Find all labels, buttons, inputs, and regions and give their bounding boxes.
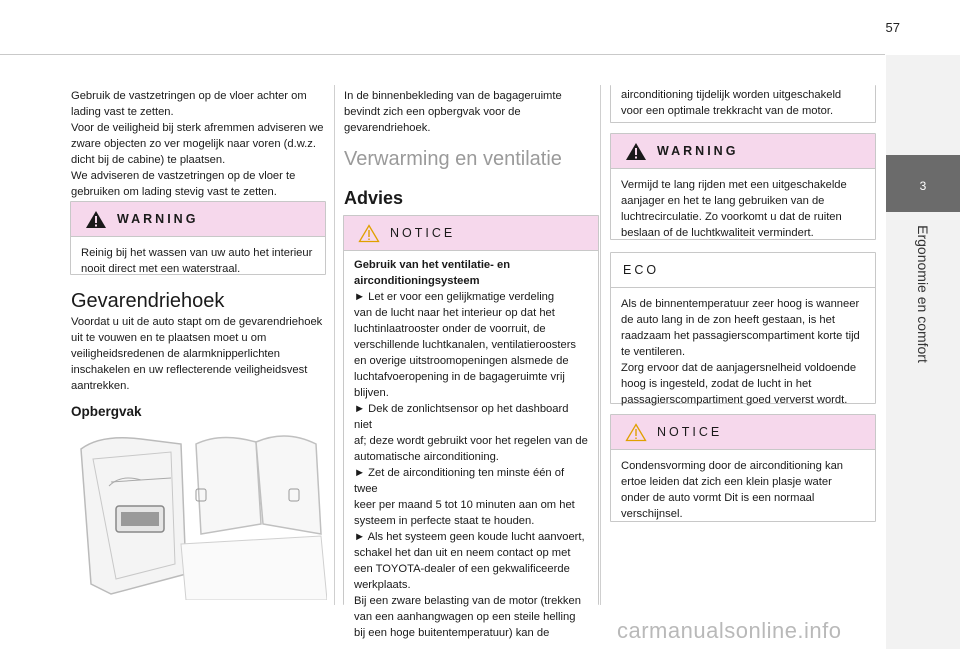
warning-header bbox=[71, 202, 325, 237]
warning-text: Vermijd te lang rijden met een uitgeschakelde aanjager en het te lang gebruiken van de luchtrecirculatie. Zo voorkomt u dat de ruiten beslaan of de luchtkwaliteit vermindert. bbox=[621, 179, 847, 239]
warning-box bbox=[70, 201, 326, 275]
continued-text: airconditioning tijdelijk worden uitgeschakeld voor een optimale trekkracht van de motor. bbox=[621, 89, 842, 117]
storage-compartment-photo bbox=[71, 424, 327, 600]
warning-title: WARNING bbox=[657, 144, 739, 158]
notice-header bbox=[344, 216, 598, 251]
column-divider bbox=[334, 85, 335, 605]
notice-header bbox=[611, 415, 875, 450]
notice-box bbox=[610, 414, 876, 522]
notice-triangle-icon bbox=[358, 224, 380, 243]
chapter-tab[interactable]: 3 bbox=[886, 155, 960, 212]
warning-text: Reinig bij het wassen van uw auto het interieur nooit direct met een waterstraal. bbox=[81, 247, 313, 275]
notice-title: NOTICE bbox=[657, 425, 723, 439]
notice-bold-heading: Gebruik van het ventilatie- en airconditioningsysteem bbox=[354, 259, 511, 287]
warning-header bbox=[611, 134, 875, 169]
notice-box bbox=[343, 215, 599, 639]
section-paragraph: Voordat u uit de auto stapt om de gevarendriehoek uit te vouwen en te plaatsen moet u om veiligheidsredenen de alarmknipperlichten inschakelen en uw reflecterende veiligheidsvest aantrekken. bbox=[71, 316, 323, 392]
watermark[interactable]: carmanualsonline.info bbox=[617, 618, 842, 643]
trunk-interior-illustration bbox=[71, 424, 327, 600]
notice-triangle-icon bbox=[625, 423, 647, 442]
notice-text: ► Let er voor een gelijkmatige verdeling van de lucht naar het interieur op dat het luchtinlaatrooster onder de voorruit, de verschillende luchtkanalen, ventilatieroosters en overige uitstroomopeningen alsmede de luchtafvoeropening in de bagageruimte vrij blijven. ► Dek de zonlichtsensor op het dashboard niet af; deze wordt gebruikt voor het regelen van de automatische airconditioning. ► Zet de airconditioning ten minste één of twee keer per maand 5 tot 10 minuten aan om het systeem in perfecte staat te houden. ► Als het systeem geen koude lucht aanvoert, schakel het dan uit en neem contact op met een TOYOTA-dealer of een gekwalificeerde werkplaats. Bij een zware belasting van de motor (trekken van een aanhangwagen op een steile helling bij een hoge buitentemperatuur) kan de bbox=[354, 291, 588, 639]
section-heading: Verwarming en ventilatie bbox=[344, 148, 562, 170]
notice-text: Condensvorming door de airconditioning kan ertoe leiden dat zich een klein plasje water onder de auto vormt Dit is een normaal verschijnsel. bbox=[621, 460, 844, 520]
warning-title: WARNING bbox=[117, 212, 199, 226]
warning-triangle-icon bbox=[625, 142, 647, 161]
chapter-title-vertical bbox=[890, 214, 956, 374]
warning-box bbox=[610, 133, 876, 240]
intro-paragraph: Gebruik de vastzetringen op de vloer achter om lading vast te zetten. Voor de veiligheid bij sterk afremmen adviseren we zware objecten zo ver mogelijk naar voren (d.w.z. dicht bij de cabine) te plaatsen. We adviseren de vastzetringen op de vloer te gebruiken om lading stevig vast te zetten. bbox=[71, 90, 324, 198]
column-divider bbox=[600, 85, 601, 605]
continued-box bbox=[610, 85, 876, 123]
intro-paragraph: In de binnenbekleding van de bagageruimte bevindt zich een opbergvak voor de gevarendriehoek. bbox=[344, 90, 562, 134]
notice-title: NOTICE bbox=[390, 226, 456, 240]
section-heading: Gevarendriehoek bbox=[71, 290, 225, 312]
header-divider bbox=[0, 54, 885, 55]
chapter-title: Ergonomie en comfort bbox=[915, 225, 931, 363]
page-number: 57 bbox=[885, 20, 900, 35]
eco-title: ECO bbox=[623, 263, 660, 277]
eco-text: Als de binnentemperatuur zeer hoog is wanneer de auto lang in de zon heeft gestaan, is het raadzaam het passagierscompartiment korte tijd te ventileren. Zorg ervoor dat de aanjagersnelheid voldoende hoog is ingesteld, zodat de lucht in het passagierscompartiment goed ververst wordt. bbox=[621, 298, 860, 406]
eco-box bbox=[610, 252, 876, 404]
subsection-heading: Advies bbox=[344, 188, 404, 208]
eco-header bbox=[611, 253, 875, 288]
warning-triangle-icon bbox=[85, 210, 107, 229]
subsection-heading: Opbergvak bbox=[71, 404, 142, 419]
